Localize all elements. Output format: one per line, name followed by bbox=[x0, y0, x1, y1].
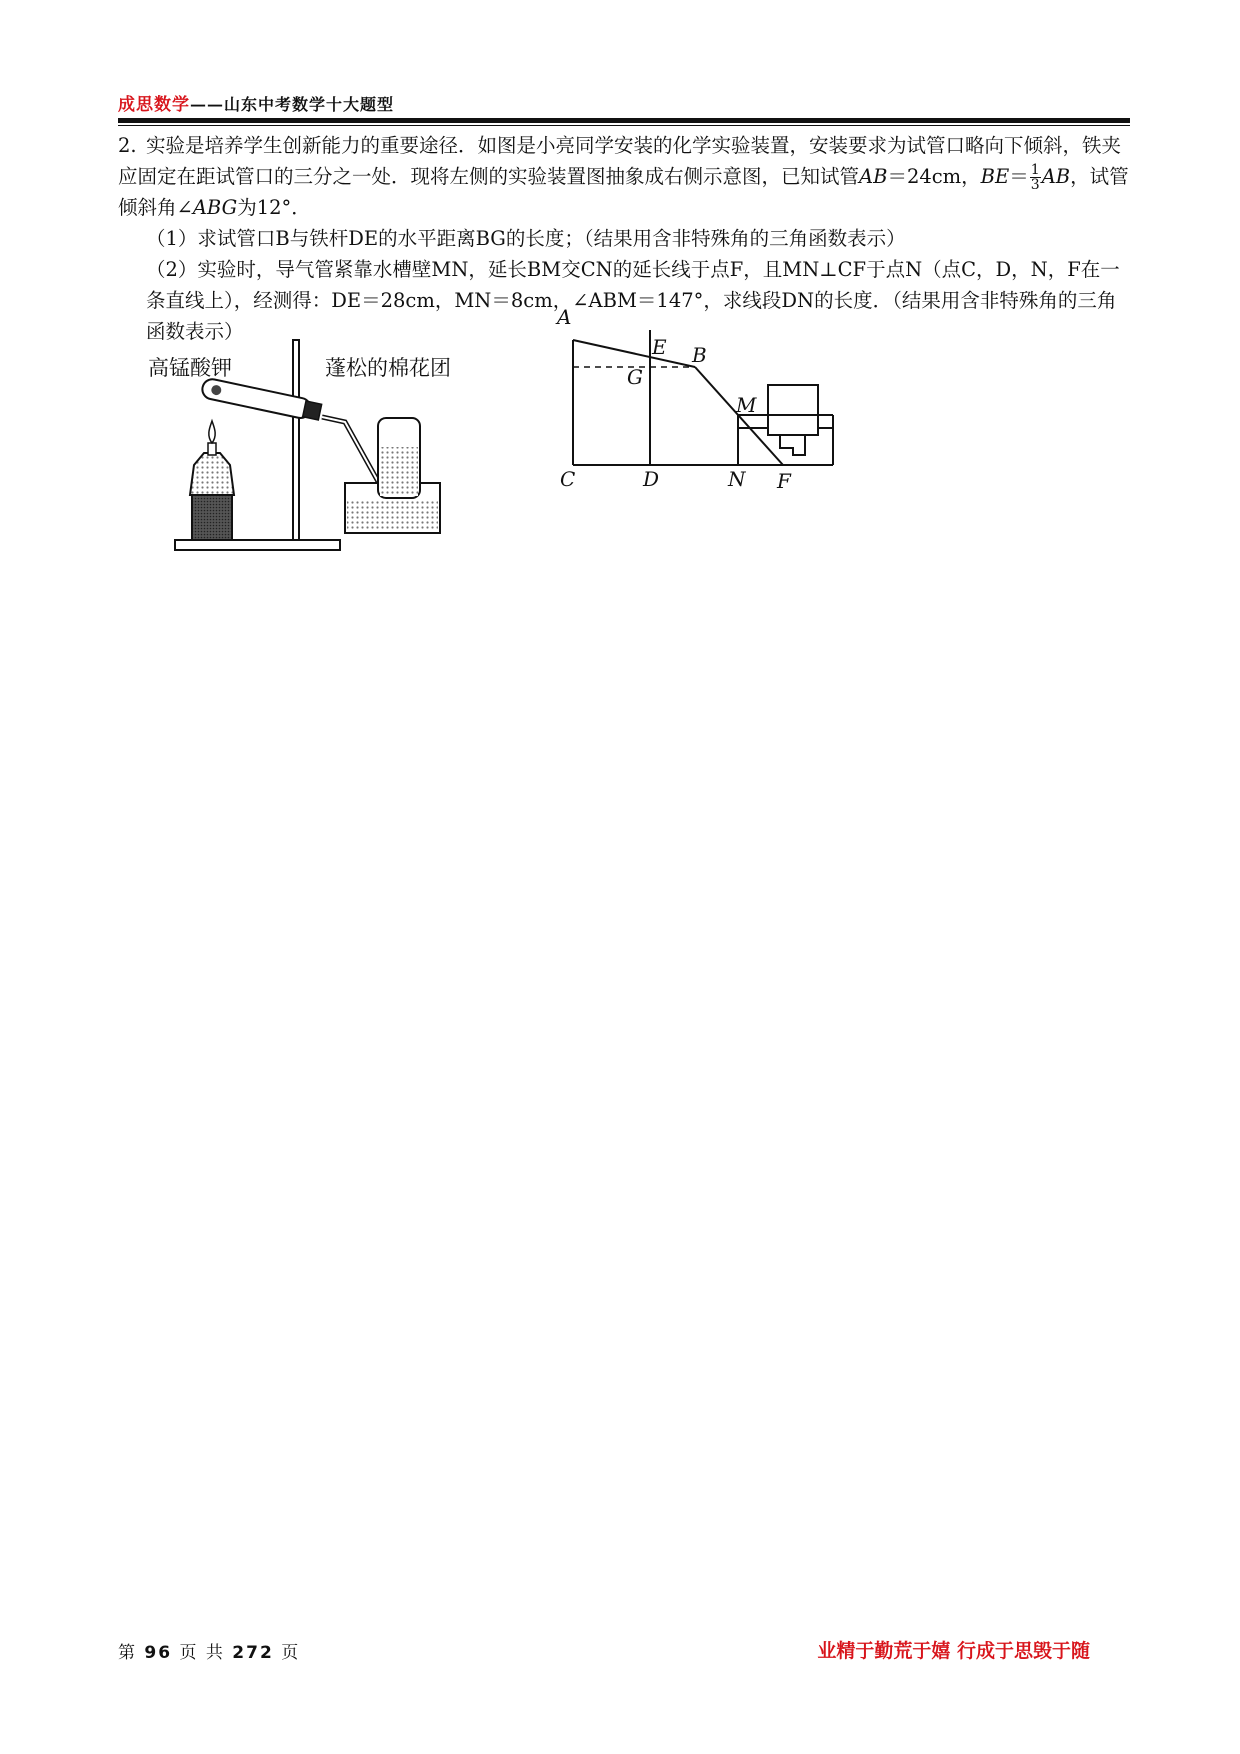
point-n: N bbox=[728, 467, 746, 491]
stand-base bbox=[175, 540, 340, 550]
question-1: （1）求试管口B与铁杆DE的水平距离BG的长度；（结果用含非特殊角的三角函数表示） bbox=[146, 227, 906, 250]
page-number: 96 bbox=[144, 1643, 173, 1663]
page-mid: 页 共 bbox=[179, 1643, 225, 1663]
bottle-water bbox=[380, 447, 418, 496]
alcohol-lamp bbox=[190, 453, 234, 495]
stopper bbox=[303, 401, 322, 420]
flame-icon bbox=[209, 421, 215, 443]
angle-name: ABG bbox=[192, 196, 238, 219]
page-header bbox=[118, 90, 1130, 116]
stem-part2: ，试管倾斜角∠ bbox=[118, 165, 1129, 219]
point-f: F bbox=[777, 469, 791, 493]
brand-logo: 成思数学 bbox=[118, 95, 190, 115]
ab-value: ＝24cm， bbox=[887, 165, 981, 188]
lab-apparatus-figure bbox=[140, 335, 510, 565]
page-prefix: 第 bbox=[118, 1643, 137, 1663]
schematic-bottle bbox=[768, 385, 818, 435]
be-expr: BE bbox=[980, 165, 1010, 188]
stem-part3: 为12°． bbox=[237, 196, 311, 219]
footer-motto: 业精于勤荒于嬉 行成于思毁于随 bbox=[817, 1640, 1090, 1662]
point-b: B bbox=[692, 343, 707, 367]
frac-numerator: 1 bbox=[1030, 162, 1040, 178]
segment-ab bbox=[573, 340, 695, 367]
be-tail: AB bbox=[1041, 165, 1071, 188]
fraction-one-third bbox=[1030, 163, 1041, 192]
trough-water bbox=[347, 500, 438, 531]
geometry-schematic bbox=[555, 305, 885, 550]
page-footer-number bbox=[118, 1638, 300, 1663]
ab-expr: AB bbox=[859, 165, 888, 188]
question-2: （2）实验时，导气管紧靠水槽壁MN，延长BM交CN的延长线于点F，且MN⊥CF于点N（点C，D，N，F在一条直线上），经测得：DE＝28cm，MN＝8cm，∠ABM＝147°，求线段DN的长度．（结果用含非特殊角的三角函数表示） bbox=[146, 258, 1120, 343]
header-subtitle: ——山东中考数学十大题型 bbox=[190, 95, 395, 114]
lamp-block bbox=[192, 495, 232, 540]
be-eq: ＝ bbox=[1009, 165, 1029, 188]
point-g: G bbox=[627, 365, 643, 389]
label-cotton: 蓬松的棉花团 bbox=[325, 356, 451, 380]
stem-part1: 实验是培养学生创新能力的重要途径．如图是小亮同学安装的化学实验装置，安装要求为试管口略向下倾斜，铁夹应固定在距试管口的三分之一处．现将左侧的实验装置图抽象成右侧示意图，已知试管 bbox=[118, 134, 1122, 188]
bottle-neck bbox=[780, 435, 805, 455]
page-suffix: 页 bbox=[281, 1643, 301, 1663]
header-rule-thin bbox=[118, 125, 1130, 126]
label-potassium-permanganate: 高锰酸钾 bbox=[148, 356, 232, 380]
point-c: C bbox=[560, 467, 576, 491]
point-a: A bbox=[557, 305, 572, 329]
point-e: E bbox=[652, 335, 667, 359]
iron-rod bbox=[293, 340, 299, 540]
problem-number: 2. bbox=[118, 134, 137, 157]
point-d: D bbox=[643, 467, 660, 491]
page-total: 272 bbox=[232, 1643, 274, 1663]
point-m: M bbox=[736, 393, 757, 417]
header-rule bbox=[118, 118, 1130, 123]
problem-stem bbox=[118, 130, 1130, 223]
frac-denominator: 3 bbox=[1030, 177, 1040, 193]
lamp-wick bbox=[208, 443, 216, 455]
problem-2 bbox=[118, 130, 1130, 347]
